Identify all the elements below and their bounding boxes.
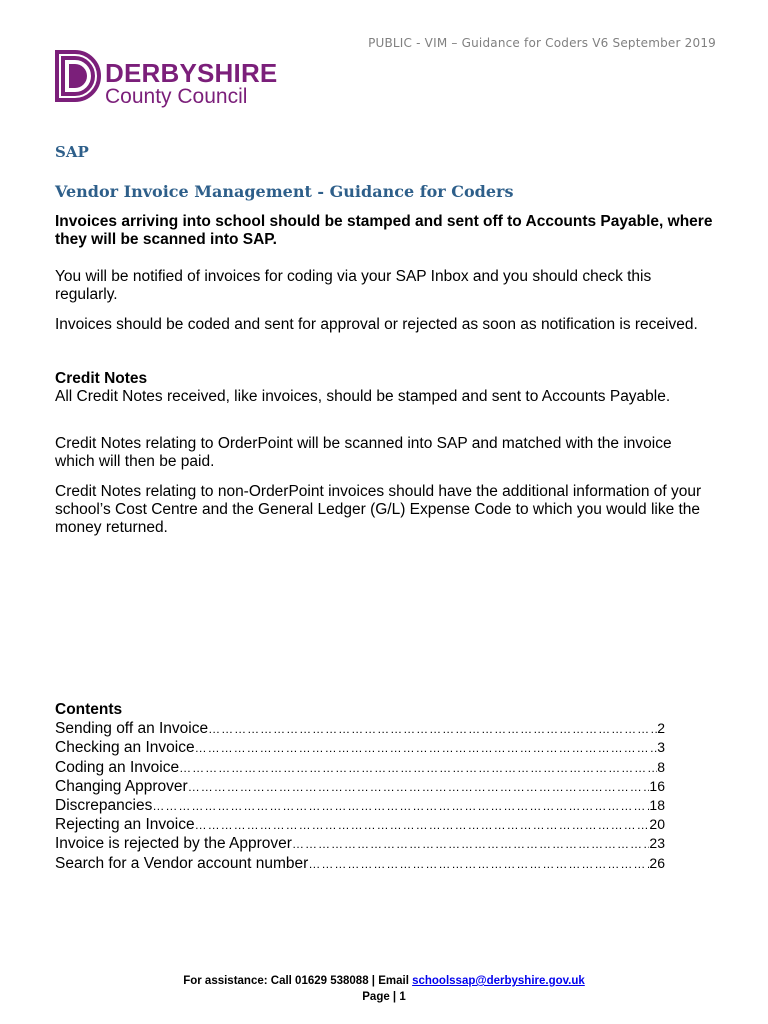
page-number: Page | 1	[362, 991, 406, 1003]
toc-entry[interactable]	[55, 796, 665, 815]
toc-entry-page: 23	[649, 835, 665, 852]
toc-leader-dots	[308, 855, 649, 873]
toc-entry[interactable]	[55, 854, 665, 873]
contents-heading: Contents	[55, 701, 123, 718]
credit-notes-paragraph-1: All Credit Notes received, like invoices, should be stamped and sent to Accounts Payable.	[55, 388, 671, 405]
derbyshire-d-logo-icon	[55, 50, 101, 102]
toc-leader-dots	[208, 720, 657, 738]
toc-entry-page: 2	[657, 720, 665, 737]
toc-entry[interactable]	[55, 758, 665, 777]
toc-leader-dots	[292, 835, 649, 853]
footer-assistance-text: For assistance: Call 01629 538088 | Email	[183, 975, 409, 987]
credit-notes-paragraph-3: Credit Notes relating to non-OrderPoint invoices should have the additional information of your school’s Cost Centre and the General Ledger (G/L) Expense Code to which you would like the money returned.	[55, 483, 702, 536]
toc-entry[interactable]	[55, 719, 665, 738]
credit-notes-heading: Credit Notes	[55, 370, 148, 387]
toc-entry-page: 18	[649, 797, 665, 814]
header-note: PUBLIC - VIM – Guidance for Coders V6 September 2019	[368, 36, 716, 50]
logo-line-2: County Council	[105, 85, 248, 108]
section-heading: SAP	[55, 143, 89, 161]
council-logo	[55, 50, 277, 107]
approval-paragraph: Invoices should be coded and sent for approval or rejected as soon as notification is received.	[55, 316, 698, 333]
logo-line-1: DERBYSHIRE	[105, 58, 278, 88]
toc-entry-label: Invoice is rejected by the Approver	[55, 835, 292, 853]
toc-entry-label: Discrepancies	[55, 797, 153, 815]
toc-entry[interactable]	[55, 834, 665, 853]
footer-email-link[interactable]: schoolssap@derbyshire.gov.uk	[412, 975, 585, 987]
toc-entry-label: Changing Approver	[55, 777, 188, 795]
page-title: Vendor Invoice Management - Guidance for Coders	[55, 182, 514, 201]
toc-entry-page: 16	[649, 777, 665, 794]
toc-leader-dots	[195, 816, 650, 834]
toc-leader-dots	[195, 739, 658, 757]
toc-entry-label: Coding an Invoice	[55, 758, 180, 776]
toc-entry[interactable]	[55, 815, 665, 834]
inbox-paragraph: You will be notified of invoices for coding via your SAP Inbox and you should check this regularly.	[55, 268, 652, 303]
toc-entry-label: Sending off an Invoice	[55, 720, 209, 738]
toc-entry-label: Rejecting an Invoice	[55, 816, 195, 834]
intro-paragraph: Invoices arriving into school should be stamped and sent off to Accounts Payable, where they will be scanned into SAP.	[55, 213, 713, 248]
toc-entry-label: Checking an Invoice	[55, 739, 195, 757]
toc-entry[interactable]	[55, 738, 665, 757]
toc-entry-page: 3	[657, 739, 665, 756]
toc-entry-label: Search for a Vendor account number	[55, 854, 309, 872]
toc-leader-dots	[179, 759, 657, 777]
toc-entry-page: 26	[649, 854, 665, 871]
toc-leader-dots	[188, 778, 650, 796]
toc-entry[interactable]	[55, 777, 665, 796]
footer-assistance	[0, 975, 768, 987]
toc-entry-page: 20	[649, 816, 665, 833]
toc-leader-dots	[152, 797, 649, 815]
table-of-contents	[55, 701, 665, 873]
credit-notes-paragraph-2: Credit Notes relating to OrderPoint will be scanned into SAP and matched with the invoice which will then be paid.	[55, 435, 672, 470]
toc-entry-page: 8	[657, 758, 665, 775]
